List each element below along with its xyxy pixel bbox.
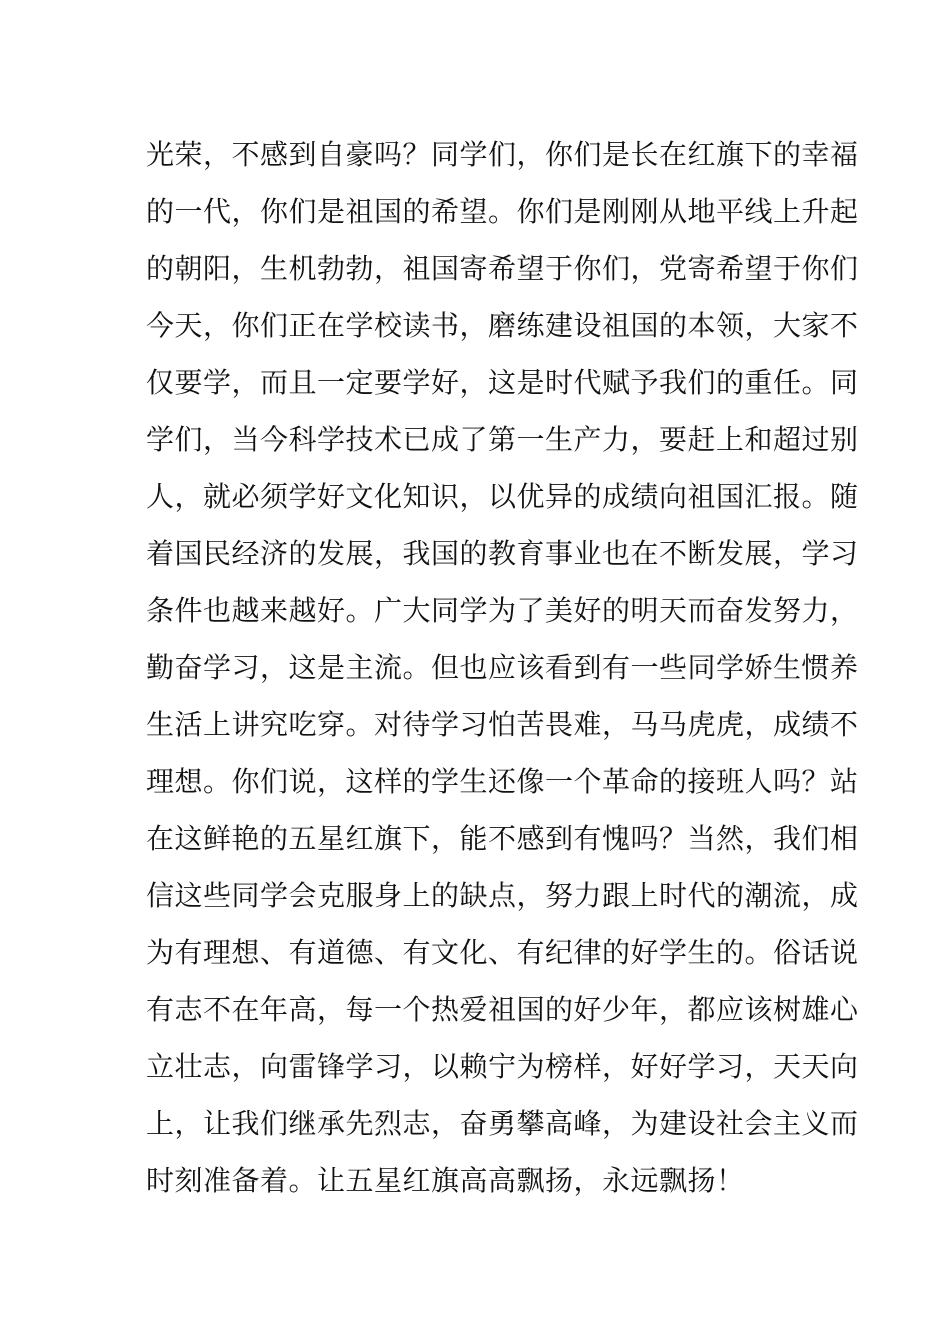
text-line: 学们，当今科学技术已成了第一生产力，要赶上和超过别 bbox=[146, 423, 859, 456]
text-line: 时刻准备着。让五星红旗高高飘扬，永远飘扬！ bbox=[146, 1164, 745, 1197]
text-line: 条件也越来越好。广大同学为了美好的明天而奋发努力， bbox=[146, 594, 859, 627]
text-line: 的朝阳，生机勃勃，祖国寄希望于你们，党寄希望于你们 bbox=[146, 252, 859, 285]
text-line: 在这鲜艳的五星红旗下，能不感到有愧吗？当然，我们相 bbox=[146, 822, 859, 855]
text-line: 立壮志，向雷锋学习，以赖宁为榜样，好好学习，天天向 bbox=[146, 1050, 859, 1083]
text-line: 人，就必须学好文化知识，以优异的成绩向祖国汇报。随 bbox=[146, 480, 859, 513]
text-line: 理想。你们说，这样的学生还像一个革命的接班人吗？站 bbox=[146, 765, 859, 798]
text-line: 勤奋学习，这是主流。但也应该看到有一些同学娇生惯养 bbox=[146, 651, 859, 684]
text-line: 生活上讲究吃穿。对待学习怕苦畏难，马马虎虎，成绩不 bbox=[146, 708, 859, 741]
text-line: 有志不在年高，每一个热爱祖国的好少年，都应该树雄心 bbox=[146, 993, 859, 1026]
text-line: 今天，你们正在学校读书，磨练建设祖国的本领，大家不 bbox=[146, 309, 859, 342]
text-line: 着国民经济的发展，我国的教育事业也在不断发展，学习 bbox=[146, 537, 859, 570]
text-line: 的一代，你们是祖国的希望。你们是刚刚从地平线上升起 bbox=[146, 195, 859, 228]
text-line: 信这些同学会克服身上的缺点，努力跟上时代的潮流，成 bbox=[146, 879, 859, 912]
body-text bbox=[146, 126, 859, 1209]
text-line: 为有理想、有道德、有文化、有纪律的好学生的。俗话说 bbox=[146, 936, 859, 969]
text-line: 上，让我们继承先烈志，奋勇攀高峰，为建设社会主义而 bbox=[146, 1107, 859, 1140]
text-line: 光荣，不感到自豪吗？同学们，你们是长在红旗下的幸福 bbox=[146, 138, 859, 171]
text-line: 仅要学，而且一定要学好，这是时代赋予我们的重任。同 bbox=[146, 366, 859, 399]
